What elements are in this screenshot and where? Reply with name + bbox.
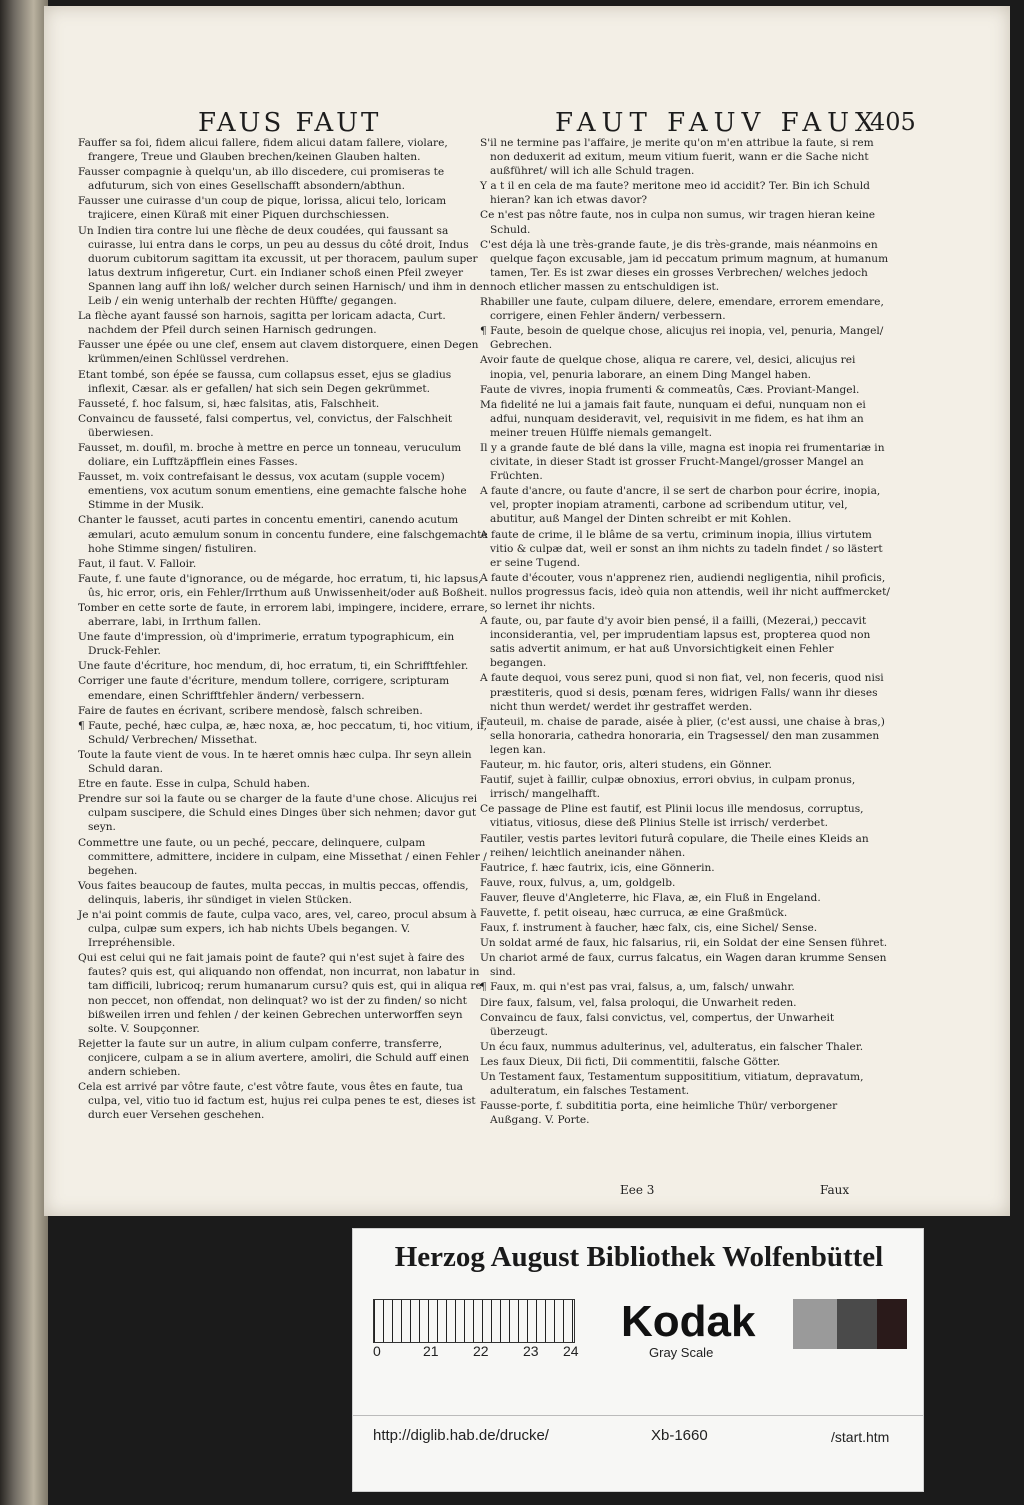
dictionary-entry: Faute de vivres, inopia frumenti & commeatûs, Cæs. Proviant-Mangel. <box>480 383 860 396</box>
page-number: 405 <box>870 108 916 136</box>
running-head-right: FAUT FAUV FAUX <box>555 108 880 138</box>
dictionary-entry: C'est déja là une très-grande faute, je dis très-grande, mais néanmoins en quelque façon excusable, jam id peccatum primum magnum, at humanum tamen, Ter. Es ist zwar dieses ein grosses Verbrechen/ welches jedoch noch etlicher massen zu entschuldigen ist. <box>480 238 889 293</box>
dictionary-entry: Fausse-porte, f. subdititia porta, eine heimliche Thür/ verborgener Außgang. V. Porte. <box>480 1100 838 1127</box>
dictionary-entry: Fautiler, vestis partes levitori futurâ copulare, die Theile eines Kleids an reihen/ leichtlich aneinander nähen. <box>480 832 869 859</box>
right-column <box>480 136 892 1128</box>
ruler-number: 24 <box>563 1343 579 1359</box>
dictionary-entry: Etant tombé, son épée se faussa, cum collapsus esset, ejus se gladius inflexit, Cæsar. als er gefallen/ hat sich sein Degen gekrümmet. <box>78 368 452 395</box>
dictionary-entry: Fauve, roux, fulvus, a, um, goldgelb. <box>480 876 676 889</box>
dictionary-entry: Fauvette, f. petit oiseau, hæc curruca, æ eine Graßmück. <box>480 906 788 919</box>
dictionary-entry: Faute, f. une faute d'ignorance, ou de mégarde, hoc erratum, ti, hic lapsus, ûs, hic error, oris, ein Fehler/Irrthum auß Unwissenheit/oder auß Boßheit. <box>78 572 488 599</box>
dictionary-entry: Faux, f. instrument à faucher, hæc falx, cis, eine Sichel/ Sense. <box>480 922 818 935</box>
dictionary-entry: Il y a grande faute de blé dans la ville, magna est inopia rei frumentariæ in civitate, in dieser Stadt ist grosser Frucht-Mangel/grosser Mangel an Früchten. <box>480 441 885 483</box>
dictionary-entry: Fautif, sujet à faillir, culpæ obnoxius, errori obvius, in culpam pronus, irrisch/ mangelhafft. <box>480 774 856 801</box>
dictionary-entry: Rhabiller une faute, culpam diluere, delere, emendare, errorem emendare, corrigere, einen Fehler ändern/ verbessern. <box>480 296 884 323</box>
dictionary-entry: Fautrice, f. hæc fautrix, icis, eine Gönnerin. <box>480 861 715 874</box>
color-target-card <box>352 1228 924 1492</box>
dictionary-entry: Une faute d'écriture, hoc mendum, di, hoc erratum, ti, ein Schrifftfehler. <box>78 660 469 673</box>
source-url: http://diglib.hab.de/drucke/ <box>373 1427 549 1444</box>
dictionary-entry: Corriger une faute d'écriture, mendum tollere, corrigere, scripturam emendare, einen Schrifftfehler ändern/ verbessern. <box>78 675 450 702</box>
dictionary-entry: Les faux Dieux, Dii ficti, Dii commentitii, falsche Götter. <box>480 1055 781 1068</box>
gray-scale-label: Gray Scale <box>649 1345 714 1360</box>
dictionary-entry: Fauteuil, m. chaise de parade, aisée à plier, (c'est aussi, une chaise à bras,) sella honoraria, cathedra honoraria, ein Tragsessel/ den man zusammen legen kan. <box>480 715 885 756</box>
dictionary-entry: A faute d'écouter, vous n'apprenez rien, audiendi negligentia, nihil proficis, nullos progressus facis, ideò quia non attendis, weil ihr nicht auffmercket/ so lernet ihr nichts. <box>480 571 890 612</box>
dictionary-entry: Un soldat armé de faux, hic falsarius, rii, ein Soldat der eine Sensen führet. <box>480 937 888 950</box>
signature-mark: Eee 3 <box>620 1183 655 1197</box>
dictionary-entry: Un Testament faux, Testamentum supposititium, vitiatum, depravatum, adulteratum, ein falsches Testament. <box>480 1071 864 1098</box>
dictionary-entry: Vous faites beaucoup de fautes, multa peccas, in multis peccas, offendis, delinquis, laberis, ihr sündiget in vielen Stücken. <box>78 879 469 906</box>
dictionary-entry: Fausset, m. doufil, m. broche à mettre en perce un tonneau, veruculum doliare, ein Lufftzäpfflein eines Fasses. <box>78 441 462 469</box>
dictionary-entry: Faut, il faut. V. Falloir. <box>78 557 197 570</box>
ruler-number: 23 <box>523 1343 539 1359</box>
dictionary-entry: Convaincu de faux, falsi convictus, vel, compertus, der Unwarheit überzeugt. <box>480 1011 835 1038</box>
dictionary-entry: A faute, ou, par faute d'y avoir bien pensé, il a failli, (Mezerai,) peccavit inconsiderantia, vel, per imprudentiam lapsus est, propterea quod non satis advertit animum, er hat auß Unvorsichtigkeit einen Fehler begangen. <box>480 615 871 670</box>
dictionary-entry: Tomber en cette sorte de faute, in errorem labi, impingere, incidere, errare, aberrare, labi, in Irrthum fallen. <box>78 602 488 629</box>
dictionary-entry: Avoir faute de quelque chose, aliqua re carere, vel, desici, alicujus rei inopia, vel, penuria laborare, an einem Ding Mangel haben. <box>480 354 856 381</box>
dictionary-entry: Je n'ai point commis de faute, culpa vaco, ares, vel, careo, procul absum à culpa, culpæ sum expers, ich hab nichts Ubels begangen. V. Irrepréhensible. <box>78 908 477 950</box>
dictionary-entry: Ce n'est pas nôtre faute, nos in culpa non sumus, wir tragen hieran keine Schuld. <box>480 209 876 236</box>
dictionary-entry: La flèche ayant faussé son harnois, sagitta per loricam adacta, Curt. nachdem der Pfeil durch seinen Harnisch gedrungen. <box>78 310 446 337</box>
dictionary-entry: ¶ Faux, m. qui n'est pas vrai, falsus, a, um, falsch/ unwahr. <box>480 981 795 994</box>
dictionary-entry: Fauver, fleuve d'Angleterre, hic Flava, æ, ein Fluß in Engeland. <box>480 891 821 904</box>
dictionary-entry: Une faute d'impression, où d'imprimerie, erratum typographicum, ein Druck-Fehler. <box>78 631 455 658</box>
dictionary-entry: Rejetter la faute sur un autre, in alium culpam conferre, transferre, conjicere, culpam a se in alium avertere, amoliri, die Schuld auff einen andern schieben. <box>78 1037 470 1078</box>
divider <box>353 1415 923 1416</box>
dictionary-entry: Qui est celui qui ne fait jamais point de faute? qui n'est sujet à faire des fautes? quis est, qui aliquando non offendat, non incurrat, non labatur in tam difficili, lubricoq; rerum humanarum cursu? quis est, qui in aliqua re non peccet, non offendat, non delinquat? wo ist der zu finden/ so nicht bißweilen irren und fehlen / der keinen Gebrechen unterworffen seyn solte. V. Soupçonner. <box>78 952 482 1035</box>
kodak-logo: Kodak <box>621 1297 756 1346</box>
dictionary-entry: Un écu faux, nummus adulterinus, vel, adulteratus, ein falscher Thaler. <box>480 1040 864 1053</box>
dictionary-entry: Etre en faute. Esse in culpa, Schuld haben. <box>78 778 311 791</box>
dictionary-entry: Un Indien tira contre lui une flèche de deux coudées, qui faussant sa cuirasse, lui entra dans le corps, un peu au dessus du côté droit, Indus duorum cubitorum sagittam ita excussit, ut per thoracem, paulum super latus dextrum infigeretur, Curt. ein Indianer schoß einen Pfeil zweyer Spannen lang auff ihn loß/ welcher durch seinen Harnisch/ und ihm in den Leib / ein wenig unterhalb der rechten Hüffte/ gegangen. <box>78 224 490 308</box>
start-file: /start.htm <box>831 1429 890 1445</box>
dictionary-entry: Prendre sur soi la faute ou se charger de la faute d'une chose. Alicujus rei culpam suscipere, die Schuld eines Dinges über sich nehmen; davor gut seyn. <box>78 793 478 834</box>
dictionary-entry: Convaincu de fausseté, falsi compertus, vel, convictus, der Falschheit überwiesen. <box>78 412 453 439</box>
ruler-number: 22 <box>473 1343 489 1359</box>
shelfmark: Xb-1660 <box>651 1427 708 1444</box>
dictionary-entry: Fausset, m. voix contrefaisant le dessus, vox acutam (supple vocem) ementiens, vox acutum sonum ementiens, eine gemachte falsche hohe Stimme in der Musik. <box>78 471 467 512</box>
gray-patch-light <box>793 1299 837 1349</box>
adjacent-page-edge <box>0 0 48 1505</box>
ruler-number: 21 <box>423 1343 439 1359</box>
dictionary-entry: Fausser une cuirasse d'un coup de pique, lorissa, alicui telo, loricam trajicere, einen Küraß mit einer Piquen durchschiessen. <box>78 195 447 222</box>
dictionary-entry: S'il ne termine pas l'affaire, je merite qu'on m'en attribue la faute, si rem non deduxerit ad exitum, meum vitium fuerit, wann er die Sache nicht außführet/ will ich alle Schuld tragen. <box>480 137 874 178</box>
dictionary-entry: Ma fidelité ne lui a jamais fait faute, nunquam ei defui, nunquam non ei adfui, nunquam desideravit, vel, requisivit in me fidem, es hat ihm an meiner treuen Hülffe niemals gemangelt. <box>480 398 866 439</box>
dictionary-entry: Chanter le fausset, acuti partes in concentu ementiri, canendo acutum æmulari, acuto æmulum sonum in concentu fundere, eine falschgemachte hohe Stimme singen/ fistuliren. <box>78 514 488 555</box>
ruler-number: 0 <box>373 1343 381 1359</box>
dictionary-entry: A faute d'ancre, ou faute d'ancre, il se sert de charbon pour écrire, inopia, vel, propter inopiam atramenti, carbone ad scribendum utitur, vel, abutitur, auß Mangel der Dinten schreibt er mit Kohlen. <box>480 485 881 526</box>
dictionary-entry: Faire de fautes en écrivant, scribere mendosè, falsch schreiben. <box>78 704 423 717</box>
dictionary-entry: Cela est arrivé par vôtre faute, c'est vôtre faute, vous êtes en faute, tua culpa, vel, vitio tuo id factum est, hujus rei culpa penes te est, dieses ist durch euer Versehen geschehen. <box>78 1081 476 1122</box>
dictionary-entry: Y a t il en cela de ma faute? meritone meo id accidit? Ter. Bin ich Schuld hieran? kan ich etwas davor? <box>480 180 870 207</box>
dictionary-entry: ¶ Faute, peché, hæc culpa, æ, hæc noxa, æ, hoc peccatum, ti, hoc vitium, ii, Schuld/ Verbrechen/ Missethat. <box>78 719 487 746</box>
catchword: Faux <box>820 1183 850 1197</box>
dictionary-entry: A faute dequoi, vous serez puni, quod si non fiat, vel, non feceris, quod nisi præstiteris, quod si desis, pœnam feres, widrigen Falls/ wann ihr dieses nicht thun werdet/ werdet ihr gestraffet werden. <box>480 672 884 713</box>
dictionary-entry: Dire faux, falsum, vel, falsa proloqui, die Unwarheit reden. <box>480 996 797 1009</box>
gray-patch-black <box>877 1299 907 1349</box>
dictionary-entry: Commettre une faute, ou un peché, peccare, delinquere, culpam committere, admittere, incidere in culpam, eine Missethat / einen Fehler / begehen. <box>78 836 487 877</box>
running-head-left: FAUS FAUT <box>198 108 382 138</box>
dictionary-entry: Fausseté, f. hoc falsum, si, hæc falsitas, atis, Falschheit. <box>78 397 380 410</box>
dictionary-entry: A faute de crime, il le blâme de sa vertu, criminum inopia, illius virtutem vitio & culpæ dat, weil er sonst an ihm nichts zu tadeln findet / so lästert er seine Tugend. <box>480 528 883 569</box>
dictionary-entry: Fauffer sa foi, fidem alicui fallere, fidem alicui datam fallere, violare, frangere, Treue und Glauben brechen/keinen Glauben halten. <box>78 137 448 164</box>
library-name: Herzog August Bibliothek Wolfenbüttel <box>394 1241 884 1273</box>
dictionary-entry: Un chariot armé de faux, currus falcatus, ein Wagen daran krumme Sensen sind. <box>480 952 887 979</box>
dictionary-entry: Ce passage de Pline est fautif, est Plinii locus ille mendosus, corruptus, vitiatus, vitiosus, diese deß Plinius Stelle ist irrisch/ verderbet. <box>480 803 864 830</box>
dictionary-entry: Toute la faute vient de vous. In te hæret omnis hæc culpa. Ihr seyn allein Schuld daran. <box>78 748 472 776</box>
dictionary-entry: Fauteur, m. hic fautor, oris, alteri studens, ein Gönner. <box>480 759 772 772</box>
dictionary-entry: ¶ Faute, besoin de quelque chose, alicujus rei inopia, vel, penuria, Mangel/ Gebrechen. <box>480 325 884 352</box>
gray-patch-dark <box>837 1299 881 1349</box>
left-column <box>78 136 490 1123</box>
dictionary-entry: Fausser compagnie à quelqu'un, ab illo discedere, cui promiseras te adfuturum, sich von eines Gesellschafft absondern/abthun. <box>78 166 445 193</box>
scale-ruler <box>373 1299 575 1343</box>
dictionary-entry: Fausser une épée ou une clef, ensem aut clavem distorquere, einen Degen krümmen/einen Schlüssel verdrehen. <box>78 339 479 366</box>
